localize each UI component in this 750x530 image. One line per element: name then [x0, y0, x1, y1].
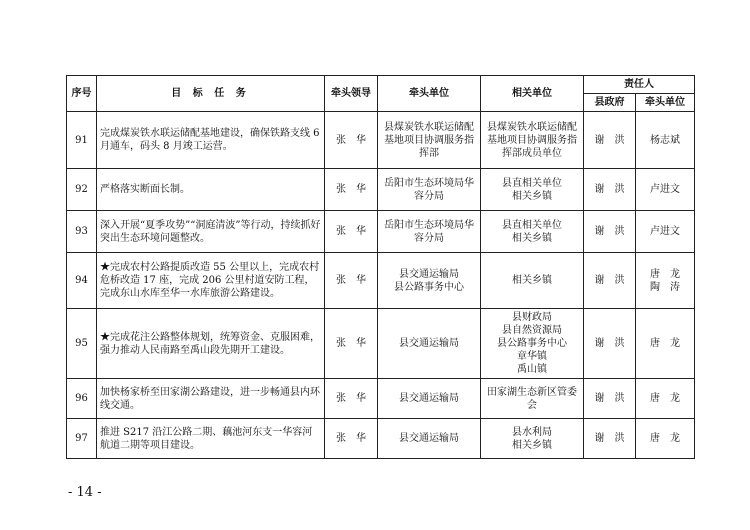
cell-related: [481, 419, 584, 459]
cell-gov: 谢 洪: [584, 309, 636, 379]
header-lead-unit: 牵头单位: [378, 76, 481, 112]
cell-related: [481, 211, 584, 253]
table-row: [67, 379, 695, 419]
cell-related-line: 田家湖生态新区管委会: [487, 386, 577, 411]
cell-lead: 张 华: [325, 419, 378, 459]
cell-gov: 谢 洪: [584, 112, 636, 169]
header-unit: 牵头单位: [636, 94, 695, 112]
cell-person-line: 唐 龙: [650, 433, 680, 444]
cell-related: [481, 112, 584, 169]
cell-task: 深入开展“夏季攻势”“洞庭清波”等行动，持续抓好突出生态环境问题整改。: [97, 211, 325, 253]
header-resp: 责任人: [584, 76, 695, 94]
cell-no: 93: [67, 211, 97, 253]
cell-lead: 张 华: [325, 379, 378, 419]
cell-no: 94: [67, 253, 97, 309]
cell-related-line: 县煤炭铁水联运储配: [487, 121, 577, 133]
cell-no: 91: [67, 112, 97, 169]
cell-lead-unit: [378, 253, 481, 309]
cell-lead-unit-line: 县煤炭铁水联运储配: [384, 121, 474, 133]
cell-no: 96: [67, 379, 97, 419]
cell-lead-unit-line: 岳阳市生态环境局华: [384, 219, 474, 231]
task-table: [66, 75, 695, 459]
page-number: - 14 -: [68, 485, 102, 500]
table-row: [67, 419, 695, 459]
cell-related-line: 县自然资源局: [502, 325, 562, 336]
cell-lead-unit-line: 容分局: [414, 190, 444, 202]
cell-person: [636, 309, 695, 379]
cell-lead: 张 华: [325, 169, 378, 211]
table-row: [67, 169, 695, 211]
cell-related: [481, 253, 584, 309]
cell-lead-unit-line: 基地项目协调服务指: [384, 134, 474, 146]
cell-lead: 张 华: [325, 211, 378, 253]
cell-task: 完成煤炭铁水联运储配基地建设，确保铁路支线 6 月通车，码头 8 月竣工运营。: [97, 112, 325, 169]
cell-task: 推进 S217 沿江公路二期、藕池河东支一华容河航道二期等项目建设。: [97, 419, 325, 459]
header-lead: 牵头领导: [325, 76, 378, 112]
cell-lead-unit-line: 县公路事务中心: [394, 281, 464, 293]
cell-related-line: 相关乡镇: [512, 232, 552, 244]
table-row: [67, 211, 695, 253]
header-related: 相关单位: [481, 76, 584, 112]
cell-person: [636, 253, 695, 309]
cell-lead-unit: [378, 112, 481, 169]
cell-related-line: 基地项目协调服务指: [487, 134, 577, 146]
cell-gov: 谢 洪: [584, 169, 636, 211]
cell-task: 加快杨家桥至田家湖公路建设，进一步畅通县内环线交通。: [97, 379, 325, 419]
cell-lead-unit: [378, 309, 481, 379]
cell-gov: 谢 洪: [584, 253, 636, 309]
cell-lead-unit-line: 县交通运输局: [399, 268, 459, 280]
cell-lead-unit-line: 县交通运输局: [399, 433, 459, 444]
table-row: [67, 253, 695, 309]
cell-lead-unit-line: 挥部: [419, 147, 439, 159]
cell-person: [636, 169, 695, 211]
header-gov: 县政府: [584, 94, 636, 112]
cell-gov: 谢 洪: [584, 379, 636, 419]
cell-task: ★完成花注公路整体规划，统筹资金、克服困难，强力推动人民南路至禹山段先期开工建设。: [97, 309, 325, 379]
cell-related-line: 相关乡镇: [512, 190, 552, 202]
cell-task: 严格落实断面长制。: [97, 169, 325, 211]
cell-lead-unit-line: 岳阳市生态环境局华: [384, 177, 474, 189]
cell-person: [636, 379, 695, 419]
cell-lead-unit: [378, 379, 481, 419]
cell-related-line: 禹山镇: [517, 364, 547, 375]
cell-related-line: 县财政局: [512, 312, 552, 323]
header-task: 目 标 任 务: [97, 76, 325, 112]
cell-person-line: 卢进文: [650, 184, 680, 195]
cell-person-line: 杨志斌: [650, 134, 680, 146]
cell-person-line: 唐 龙: [650, 338, 680, 349]
cell-related-line: 县公路事务中心: [497, 338, 567, 349]
cell-no: 92: [67, 169, 97, 211]
cell-related-line: 相关乡镇: [512, 439, 552, 451]
table-row: [67, 112, 695, 169]
cell-person-line: 唐 龙: [650, 393, 680, 404]
cell-no: 95: [67, 309, 97, 379]
cell-lead: 张 华: [325, 309, 378, 379]
cell-person: [636, 211, 695, 253]
cell-related: [481, 379, 584, 419]
cell-no: 97: [67, 419, 97, 459]
cell-lead-unit: [378, 211, 481, 253]
cell-related-line: 县直相关单位: [502, 219, 562, 231]
cell-gov: 谢 洪: [584, 419, 636, 459]
cell-person: [636, 112, 695, 169]
cell-related-line: 县水利局: [512, 426, 552, 438]
cell-person: [636, 419, 695, 459]
cell-related-line: 挥部成员单位: [502, 147, 562, 159]
cell-lead: 张 华: [325, 253, 378, 309]
cell-related-line: 县直相关单位: [502, 177, 562, 189]
cell-lead-unit: [378, 419, 481, 459]
cell-related: [481, 309, 584, 379]
header-seq: 序号: [67, 76, 97, 112]
cell-lead-unit-line: 县交通运输局: [399, 393, 459, 404]
cell-related-line: 相关乡镇: [512, 275, 552, 286]
cell-related-line: 章华镇: [517, 351, 547, 362]
cell-lead-unit: [378, 169, 481, 211]
cell-lead-unit-line: 容分局: [414, 232, 444, 244]
cell-lead: 张 华: [325, 112, 378, 169]
cell-person-line: 卢进文: [650, 226, 680, 237]
cell-person-line: 陶 涛: [650, 281, 680, 293]
cell-lead-unit-line: 县交通运输局: [399, 338, 459, 349]
table-row: [67, 309, 695, 379]
cell-gov: 谢 洪: [584, 211, 636, 253]
cell-task: ★完成农村公路提质改造 55 公里以上，完成农村危桥改造 17 座，完成 206 公里村道安防工程，完成东山水库至华一水库旅游公路建设。: [97, 253, 325, 309]
cell-related: [481, 169, 584, 211]
cell-person-line: 唐 龙: [650, 268, 680, 280]
